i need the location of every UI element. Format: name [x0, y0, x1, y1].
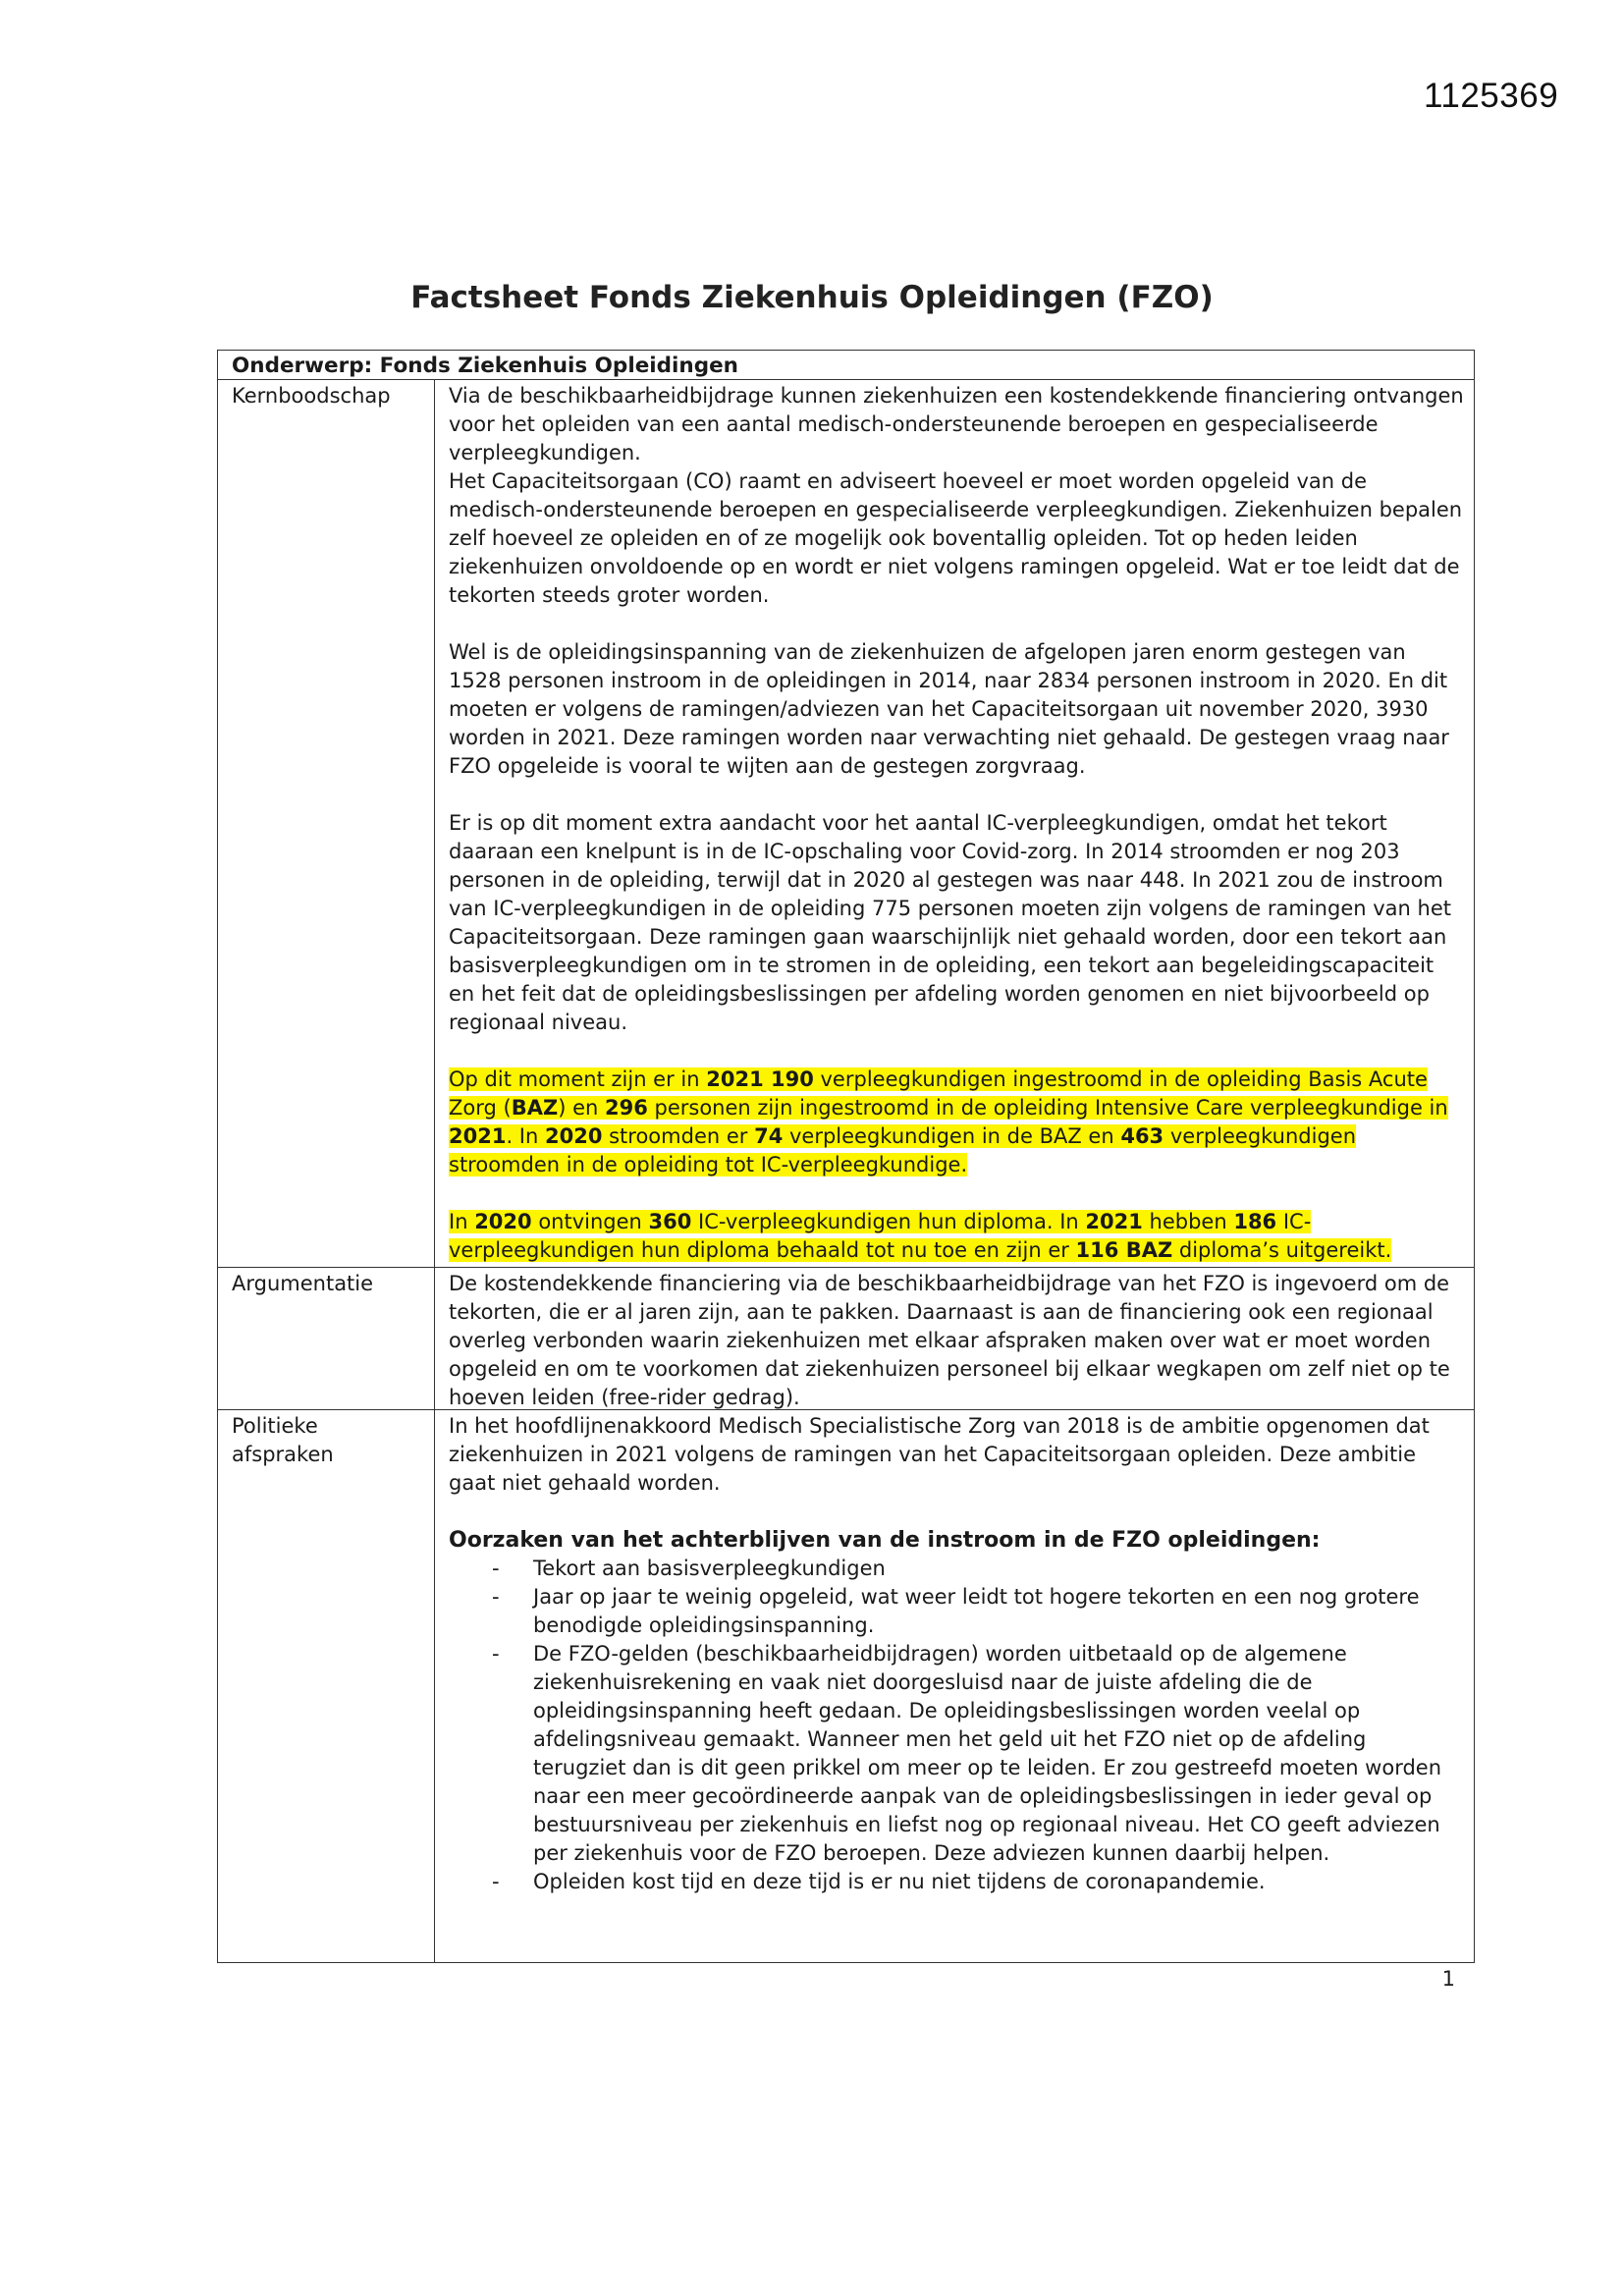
row-politieke-afspraken [218, 1410, 1474, 1962]
content-politieke-afspraken [435, 1410, 1474, 1962]
page-title: Factsheet Fonds Ziekenhuis Opleidingen (FZO) [410, 280, 1214, 315]
oorzaken-subheading: Oorzaken van het achterblijven van de instroom in de FZO opleidingen: [449, 1528, 1321, 1553]
document-number: 1125369 [1424, 77, 1559, 115]
row-argumentatie [218, 1268, 1474, 1410]
argumentatie-paragraph: De kostendekkende financiering via de beschikbaarheidbijdrage van het FZO is ingevoerd om de tekorten, die er al jaren zijn, aan te pakken. Daarnaast is aan de financiering ook een regionaal overleg verbonden waarin ziekenhuizen met elkaar afspraken maken over wat er moet worden opgeleid en om te voorkomen dat ziekenhuizen personeel bij elkaar wegkapen om zelf niet op te hoeven leiden (free-rider gedrag). [449, 1272, 1450, 1409]
politieke-paragraph-1: In het hoofdlijnenakkoord Medisch Specialistische Zorg van 2018 is de ambitie opgenomen dat ziekenhuizen in 2021 volgens de ramingen van het Capaciteitsorgaan opleiden. Deze ambitie gaat niet gehaald worden. [449, 1414, 1430, 1495]
factsheet-table [217, 350, 1475, 1963]
oorzaken-list [449, 1555, 1464, 1896]
page-number: 1 [1441, 1967, 1455, 1991]
list-item: - De FZO-gelden (beschikbaarheidbijdragen) worden uitbetaald op de algemene ziekenhuisrekening en vaak niet doorgesluisd naar de juiste afdeling die de opleidingsinspanning heeft gedaan. De opleidingsbeslissingen worden veelal op afdelingsniveau gemaakt. Wanneer men het geld uit het FZO niet op de afdeling terugziet dan is dit geen prikkel om meer op te leiden. Er zou gestreefd moeten worden naar een meer gecoördineerde aanpak van de opleidingsbeslissingen in ieder geval op bestuursniveau per ziekenhuis en liefst nog op regionaal niveau. Het CO geeft adviezen per ziekenhuis voor de FZO beroepen. Deze adviezen kunnen daarbij helpen. [449, 1640, 1464, 1868]
list-item: - Tekort aan basisverpleegkundigen [449, 1555, 1464, 1583]
label-argumentatie: Argumentatie [218, 1268, 435, 1409]
content-argumentatie [435, 1268, 1474, 1409]
highlighted-paragraph-diploma: In 2020 ontvingen 360 IC-verpleegkundigen hun diploma. In 2021 hebben 186 IC-verpleegkundigen hun diploma behaald tot nu toe en zijn er 116 BAZ diploma’s uitgereikt. [449, 1210, 1392, 1262]
label-kernboodschap: Kernboodschap [218, 380, 435, 1267]
row-kernboodschap [218, 380, 1474, 1268]
list-item: - Jaar op jaar te weinig opgeleid, wat weer leidt tot hogere tekorten en een nog grotere benodigde opleidingsinspanning. [449, 1583, 1464, 1640]
label-politieke-afspraken [218, 1410, 435, 1962]
highlighted-paragraph-instroom: Op dit moment zijn er in 2021 190 verpleegkundigen ingestroomd in de opleiding Basis Acute Zorg (BAZ) en 296 personen zijn ingestroomd in de opleiding Intensive Care verpleegkundige in 2021. In 2020 stroomden er 74 verpleegkundigen in de BAZ en 463 verpleegkundigen stroomden in de opleiding tot IC-verpleegkundige. [449, 1067, 1448, 1176]
kernboodschap-paragraph-4: Er is op dit moment extra aandacht voor het aantal IC-verpleegkundigen, omdat het tekort daaraan een knelpunt is in de IC-opschaling voor Covid-zorg. In 2014 stroomden er nog 203 personen in de opleiding, terwijl dat in 2020 al gestegen was naar 448. In 2021 zou de instroom van IC-verpleegkundigen in de opleiding 775 personen moeten zijn volgens de ramingen van het Capaciteitsorgaan. Deze ramingen gaan waarschijnlijk niet gehaald worden, door een tekort aan basisverpleegkundigen om in te stromen in de opleiding, een tekort aan begeleidingscapaciteit en het feit dat de opleidingsbeslissingen per afdeling worden genomen en niet bijvoorbeeld op regionaal niveau. [449, 811, 1451, 1034]
kernboodschap-paragraph-1: Via de beschikbaarheidbijdrage kunnen ziekenhuizen een kostendekkende financiering ontvangen voor het opleiden van een aantal medisch-ondersteunende beroepen en gespecialiseerde verpleegkundigen. [449, 384, 1464, 465]
label-line-afspraken: afspraken [232, 1443, 334, 1466]
kernboodschap-paragraph-3: Wel is de opleidingsinspanning van de ziekenhuizen de afgelopen jaren enorm gestegen van 1528 personen instroom in de opleidingen in 2014, naar 2834 personen instroom in 2020. En dit moeten er volgens de ramingen/adviezen van het Capaciteitsorgaan uit november 2020, 3930 worden in 2021. Deze ramingen worden naar verwachting niet gehaald. De gestegen vraag naar FZO opgeleide is vooral te wijten aan de gestegen zorgvraag. [449, 640, 1449, 778]
content-kernboodschap [435, 380, 1474, 1267]
kernboodschap-paragraph-2: Het Capaciteitsorgaan (CO) raamt en adviseert hoeveel er moet worden opgeleid van de medisch-ondersteunende beroepen en gespecialiseerde verpleegkundigen. Ziekenhuizen bepalen zelf hoeveel ze opleiden en of ze mogelijk ook boventallig opleiden. Tot op heden leiden ziekenhuizen onvoldoende op en wordt er niet volgens ramingen opgeleid. Wat er toe leidt dat de tekorten steeds groter worden. [449, 469, 1463, 607]
list-item: - Opleiden kost tijd en deze tijd is er nu niet tijdens de coronapandemie. [449, 1868, 1464, 1896]
label-line-politieke: Politieke [232, 1414, 318, 1438]
table-header: Onderwerp: Fonds Ziekenhuis Opleidingen [218, 351, 1474, 380]
